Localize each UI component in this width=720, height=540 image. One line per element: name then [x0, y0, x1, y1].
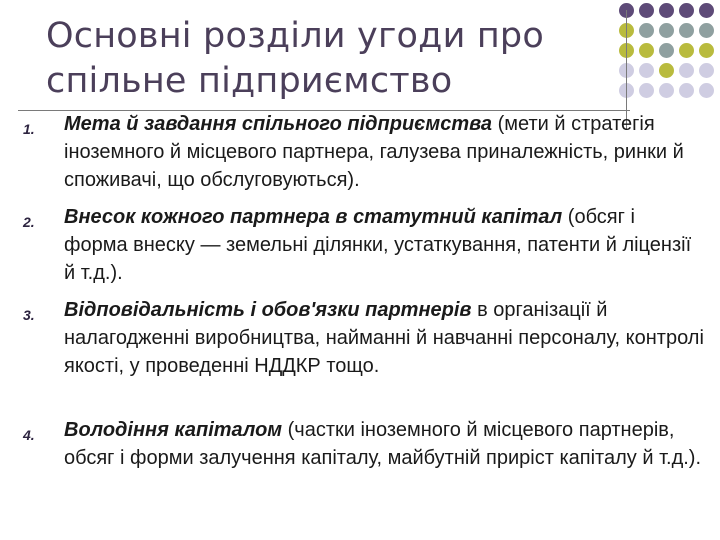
decorative-dot — [639, 43, 654, 58]
list-item-heading: Відповідальність і обов'язки партнерів — [64, 299, 472, 321]
list-item-number: 4. — [23, 427, 35, 443]
list-item-heading: Мета й завдання спільного підприємства — [64, 113, 493, 135]
slide-title — [46, 14, 586, 104]
decorative-dot — [639, 63, 654, 78]
decorative-dot — [639, 3, 654, 18]
decorative-dot — [659, 63, 674, 78]
decorative-dot — [659, 23, 674, 38]
decorative-dot — [639, 23, 654, 38]
decorative-dot — [659, 83, 674, 98]
list-item-text — [64, 416, 704, 472]
list-item-text — [64, 203, 704, 287]
list-item-number: 2. — [23, 214, 35, 230]
decorative-dot — [699, 83, 714, 98]
decorative-dot — [699, 23, 714, 38]
decorative-dot — [639, 83, 654, 98]
decorative-dot — [699, 43, 714, 58]
list-item-number: 3. — [23, 307, 35, 323]
list-item-description: в організації й налагодженні виробництва, найманні й навчанні персоналу, контролі якості, у проведенні НДДКР тощо. — [64, 299, 704, 377]
title-line-2: спільне підприємство — [46, 61, 453, 101]
decorative-dot — [679, 43, 694, 58]
list-item-description: (обсяг і форма внеску — земельні ділянки, устаткування, патенти й ліцензії й т.д.). — [64, 206, 692, 284]
decorative-dot — [679, 3, 694, 18]
title-line-1: Основні розділи угоди про — [46, 16, 544, 56]
decorative-dot — [679, 83, 694, 98]
decorative-dot — [659, 3, 674, 18]
decorative-dot — [699, 3, 714, 18]
list-item-text — [64, 296, 704, 380]
decorative-dot — [679, 23, 694, 38]
list-item-heading: Володіння капіталом — [64, 419, 283, 441]
list-item-heading: Внесок кожного партнера в статутний капітал — [64, 206, 563, 228]
list-item-text — [64, 110, 704, 194]
decorative-dot — [659, 43, 674, 58]
decorative-dot — [699, 63, 714, 78]
decorative-dot — [679, 63, 694, 78]
list-item-description: (мети й стратегія іноземного й місцевого партнера, галузева приналежність, ринки й споживачі, що обслуговуються). — [64, 113, 684, 191]
list-item-description: (частки іноземного й місцевого партнерів, обсяг і форми залучення капіталу, майбутній приріст капіталу й т.д.). — [64, 419, 702, 469]
list-item-number: 1. — [23, 121, 35, 137]
